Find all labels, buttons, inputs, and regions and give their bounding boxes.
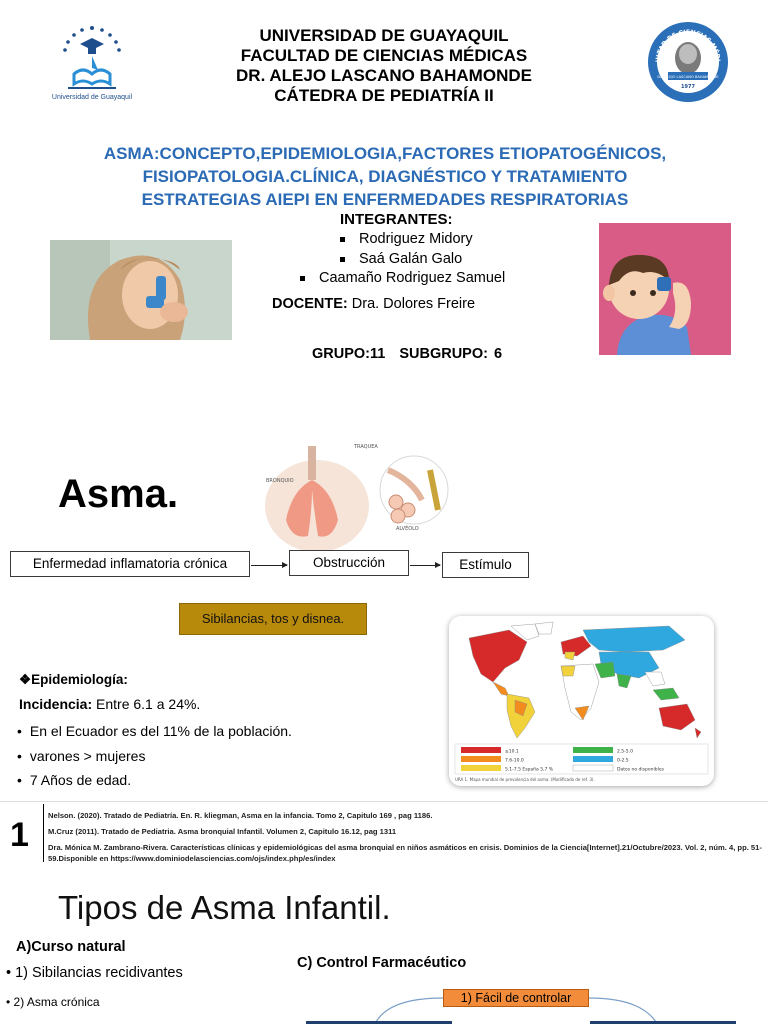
diamond-bullet-icon: ❖ <box>19 672 32 687</box>
epidemiology-heading-text: Epidemiología: <box>31 672 128 687</box>
faculty-seal-icon <box>646 20 730 104</box>
header-school: DR. ALEJO LASCANO BAHAMONDE <box>236 66 532 85</box>
header-university: UNIVERSIDAD DE GUAYAQUIL <box>259 26 509 45</box>
epidemiology-heading <box>19 672 128 688</box>
reference-item: M.Cruz (2011). Tratado de Pediatria. Asma bronquial Infantil. Volumen 2, Capitulo 16.12, pag 1311 <box>48 827 397 836</box>
bronchus-label: BRONQUIO <box>266 478 294 484</box>
legend-label: 0-2.5 <box>617 758 629 764</box>
legend-label: 2.5-5.0 <box>617 749 633 755</box>
seal-ring-text: ULTAD DE CIENCIAS MÉDI <box>654 28 722 63</box>
integrantes-label: INTEGRANTES: <box>340 211 453 228</box>
incidence-line <box>19 696 200 712</box>
member-name: Caamaño Rodriguez Samuel <box>319 270 506 286</box>
list-item <box>300 250 505 270</box>
title-line-1: ASMA:CONCEPTO,EPIDEMIOLOGIA,FACTORES ETIOPATOGÉNICOS, <box>103 144 667 163</box>
list-item: • En el Ecuador es del 11% de la población. <box>17 719 292 744</box>
title-line-2: FISIOPATOLOGIA.CLÍNICA, DIAGNÉSTICO Y TRATAMIENTO <box>142 167 628 186</box>
list-item-text: 1) Sibilancias recidivantes <box>15 965 183 981</box>
list-item: • 7 Años de edad. <box>17 768 292 793</box>
group-line <box>312 346 516 362</box>
header-department: CÁTEDRA DE PEDIATRÍA II <box>274 86 494 105</box>
control-heading: C) Control Farmacéutico <box>297 955 467 971</box>
girl-inhaler-photo <box>50 240 232 340</box>
flow-box-inflammatory: Enfermedad inflamatoria crónica <box>10 551 250 577</box>
incidence-label: Incidencia: <box>19 696 93 712</box>
reference-divider <box>43 804 44 862</box>
slide-title: Asma. <box>58 472 179 516</box>
university-logo-icon <box>52 22 132 96</box>
epidemiology-list <box>17 719 292 793</box>
flow-box-stimulus: Estímulo <box>442 552 529 578</box>
legend-label: Datos no disponibles <box>617 767 664 773</box>
easy-control-box: 1) Fácil de controlar <box>443 989 589 1007</box>
legend-label: 5.1-7.5 España 5,7 % <box>505 767 554 773</box>
lung-diagram <box>262 440 452 550</box>
university-logo-caption: Universidad de Guayaquil <box>51 94 133 101</box>
legend-label: ≥10.1 <box>505 749 519 755</box>
member-name: Saá Galán Galo <box>359 250 463 267</box>
legend-label: 7.6-10.0 <box>505 758 524 764</box>
seal-year-text: 1977 <box>681 84 695 90</box>
asthma-prevalence-map <box>449 616 714 786</box>
list-item: • varones > mujeres <box>17 744 292 769</box>
faculty-seal <box>646 20 730 104</box>
list-item-text: 2) Asma crónica <box>13 995 100 1009</box>
member-name: Rodriguez Midory <box>359 231 473 247</box>
subgroup-number: SUBGRUPO: 6 <box>399 346 503 362</box>
member-list <box>300 230 505 289</box>
list-item <box>300 269 505 289</box>
list-item: • 2) Asma crónica <box>6 995 100 1009</box>
title-line-3: ESTRATEGIAS AIEPI EN ENFERMEDADES RESPIRATORIAS <box>141 190 629 209</box>
square-bullet-icon <box>340 237 345 242</box>
slide-number: 1 <box>10 816 29 854</box>
trachea-label: TRAQUEA <box>354 444 378 450</box>
seal-name-text: DR. ALEJO LASCANO BAHAMONDE <box>657 75 719 79</box>
square-bullet-icon <box>300 276 305 281</box>
reference-item: Dra. Mónica M. Zambrano-Rivera. Características clínicas y epidemiológicas del asma bronquial en niños asmáticos en crisis. Dominios de la Ciencia[Internet].21/Octubre/2023. Vol. 2, núm. 4, pp. 51-59.Disponible en https://www.dominiodelasciencias.com/ojs/index.php/es/index <box>48 843 762 863</box>
docente-label: DOCENTE: <box>272 296 348 312</box>
list-item: • 1) Sibilancias recidivantes <box>6 965 183 981</box>
flow-box-obstruction: Obstrucción <box>289 550 409 576</box>
reference-list <box>48 810 764 869</box>
slide-title: Tipos de Asma Infantil. <box>58 889 391 926</box>
flow-arrow-icon <box>251 565 287 566</box>
curso-natural-heading: A)Curso natural <box>16 939 126 955</box>
presentation-title <box>40 142 730 211</box>
incidence-value: Entre 6.1 a 24%. <box>92 696 201 712</box>
reference-item: Nelson. (2020). Tratado de Pediatría. En. R. kliegman, Asma en la infancia. Tomo 2, Capitulo 169 , pag 1186. <box>48 811 433 820</box>
institution-header <box>150 26 618 106</box>
header-faculty: FACULTAD DE CIENCIAS MÉDICAS <box>240 46 528 65</box>
alveolus-label: ALVÉOLO <box>396 526 419 532</box>
map-caption: URA 1. Mapa mundial de prevalencia del asma. (Modificado de ref. 3). <box>455 777 595 782</box>
flow-arrow-icon <box>410 565 440 566</box>
list-item <box>300 230 505 250</box>
symptoms-box: Sibilancias, tos y disnea. <box>179 603 367 635</box>
boy-inhaler-illustration <box>599 223 731 355</box>
square-bullet-icon <box>340 257 345 262</box>
group-number: GRUPO:11 <box>312 346 386 362</box>
docente-line <box>272 296 475 312</box>
docente-name: Dra. Dolores Freire <box>347 296 476 312</box>
